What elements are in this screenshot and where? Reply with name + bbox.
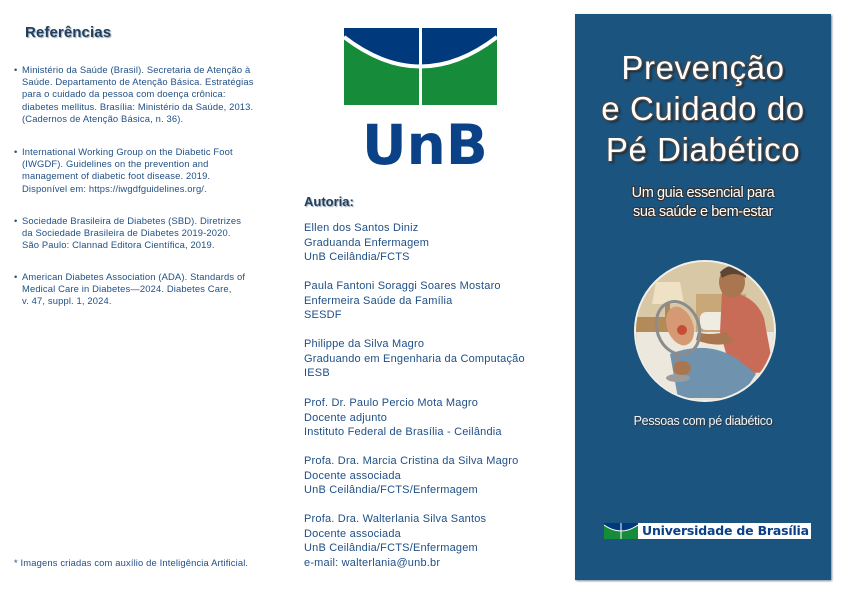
author-entry: Philippe da Silva Magro Graduando em Engenharia da Computação IESB [304,338,525,380]
bullet-icon: • [14,64,18,75]
author-entry: Ellen dos Santos Diniz Graduanda Enfermagem UnB Ceilândia/FCTS [304,222,430,264]
unb-logo-icon [344,28,497,105]
author-email: e-mail: walterlania@unb.br [304,556,441,569]
unb-small-logo-icon [604,523,638,539]
ai-images-note: * Imagens criadas com auxílio de Inteligência Artificial. [14,557,249,568]
authors-heading: Autoria: [304,194,354,209]
author-entry: Profa. Dra. Walterlania Silva Santos Docente associada UnB Ceilândia/FCTS/Enfermagem e-mail: walterlania@unb.br [304,513,487,569]
photo-caption: Pessoas com pé diabético [633,414,773,428]
unb-footer-logo [604,523,811,539]
reference-item: • American Diabetes Association (ADA). Standards of Medical Care in Diabetes—2024. Diabetes Care, v. 47, suppl. 1, 2024. [14,271,246,307]
bullet-icon: • [14,146,18,157]
bullet-icon: • [14,271,18,282]
university-name: Universidade de Brasília [638,523,811,539]
reference-item: • Sociedade Brasileira de Diabetes (SBD). Diretrizes da Sociedade Brasileira de Diabetes 2019-2020. São Paulo: Clannad Editora Científica, 2019. [14,215,242,251]
author-entry: Prof. Dr. Paulo Percio Mota Magro Docente adjunto Instituto Federal de Brasília - Ceilândia [304,397,502,439]
reference-item: • Ministério da Saúde (Brasil). Secretaria de Atenção à Saúde. Departamento de Atenção Básica. Estratégias para o cuidado da pessoa com doença crônica: diabetes mellitus. Brasília: Ministério da Saúde, 2013. (Cadernos de Atenção Básica, n. 36). [14,64,254,124]
cover-subtitle: Um guia essencial para sua saúde e bem-estar [631,185,775,220]
cover-panel [575,14,831,580]
author-entry: Profa. Dra. Marcia Cristina da Silva Magro Docente associada UnB Ceilândia/FCTS/Enfermagem [304,455,519,497]
reference-item: • International Working Group on the Diabetic Foot (IWGDF). Guidelines on the prevention and management of diabetic foot disease. 2019. Disponível em: https://iwgdfguidelines.org/. [14,146,233,194]
cover-title: Prevenção e Cuidado do Pé Diabético [601,49,805,168]
elderly-man-mirror-icon [636,262,774,400]
bullet-icon: • [14,215,18,226]
diabetic-foot-illustration [634,260,776,402]
unb-wordmark: UnB [362,113,488,177]
author-entry: Paula Fantoni Soraggi Soares Mostaro Enfermeira Saúde da Família SESDF [304,280,501,322]
references-heading: Referências [25,24,112,41]
